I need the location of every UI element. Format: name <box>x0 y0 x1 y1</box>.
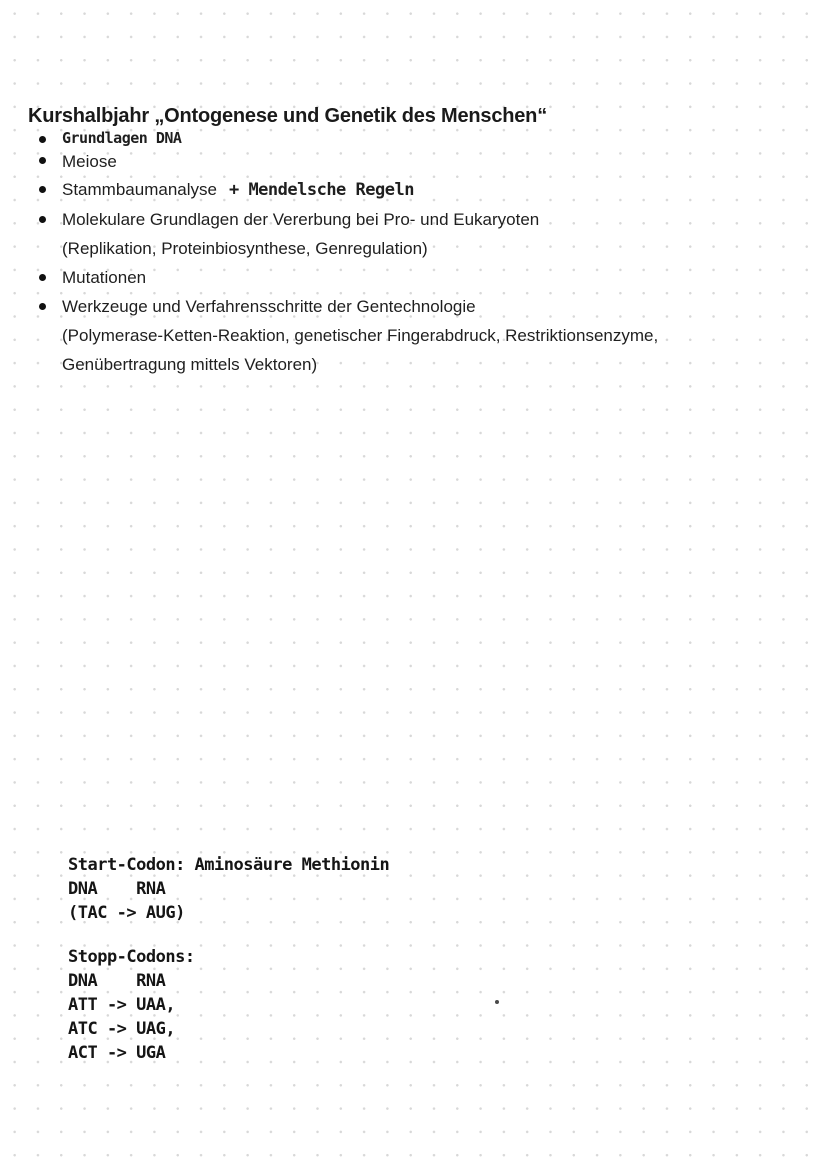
topic-list <box>28 129 800 379</box>
handwritten-start-codon-note <box>68 853 389 925</box>
topic-label: Werkzeuge und Verfahrensschritte der Gentechnologie <box>62 297 476 316</box>
start-codon-title: Start-Codon: Aminosäure Methionin <box>68 855 390 875</box>
stop-codon-row: ACT -> UGA <box>68 1043 166 1063</box>
list-item-grundlagen-dna <box>28 129 800 148</box>
list-item-mutationen <box>28 263 800 292</box>
handwritten-stop-codons-note <box>68 945 195 1065</box>
topic-label: Stammbaumanalyse <box>62 180 217 199</box>
stop-codons-title: Stopp-Codons: <box>68 947 195 967</box>
stop-codons-column-header: DNA RNA <box>68 971 166 991</box>
stray-pen-mark-dot <box>495 1000 499 1004</box>
topic-label-continuation: (Replikation, Proteinbiosynthese, Genregulation) <box>62 239 428 258</box>
stop-codon-row: ATC -> UAG, <box>68 1019 176 1039</box>
topic-label: Mutationen <box>62 268 147 287</box>
start-codon-column-header: DNA RNA <box>68 879 166 899</box>
topic-label-continuation: (Polymerase-Ketten-Reaktion, genetischer Fingerabdruck, Restriktionsenzyme, <box>62 326 659 345</box>
page-title: Kurshalbjahr „Ontogenese und Genetik des Menschen“ <box>28 105 547 127</box>
topic-label: Meiose <box>62 152 117 171</box>
topic-label: Grundlagen DNA <box>62 129 182 147</box>
list-item-werkzeuge-gentechnologie <box>28 292 800 379</box>
typed-content <box>28 104 800 379</box>
stop-codon-row: ATT -> UAA, <box>68 995 176 1015</box>
list-item-molekulare-grundlagen <box>28 205 800 263</box>
topic-label: Molekulare Grundlagen der Vererbung bei Pro- und Eukaryoten <box>62 210 540 229</box>
list-item-stammbaumanalyse <box>28 175 800 205</box>
topic-label-handwritten-addition: + Mendelsche Regeln <box>228 180 414 200</box>
topic-label-continuation: Genübertragung mittels Vektoren) <box>62 355 318 374</box>
list-item-meiose <box>28 148 800 175</box>
start-codon-mapping: (TAC -> AUG) <box>68 903 185 923</box>
